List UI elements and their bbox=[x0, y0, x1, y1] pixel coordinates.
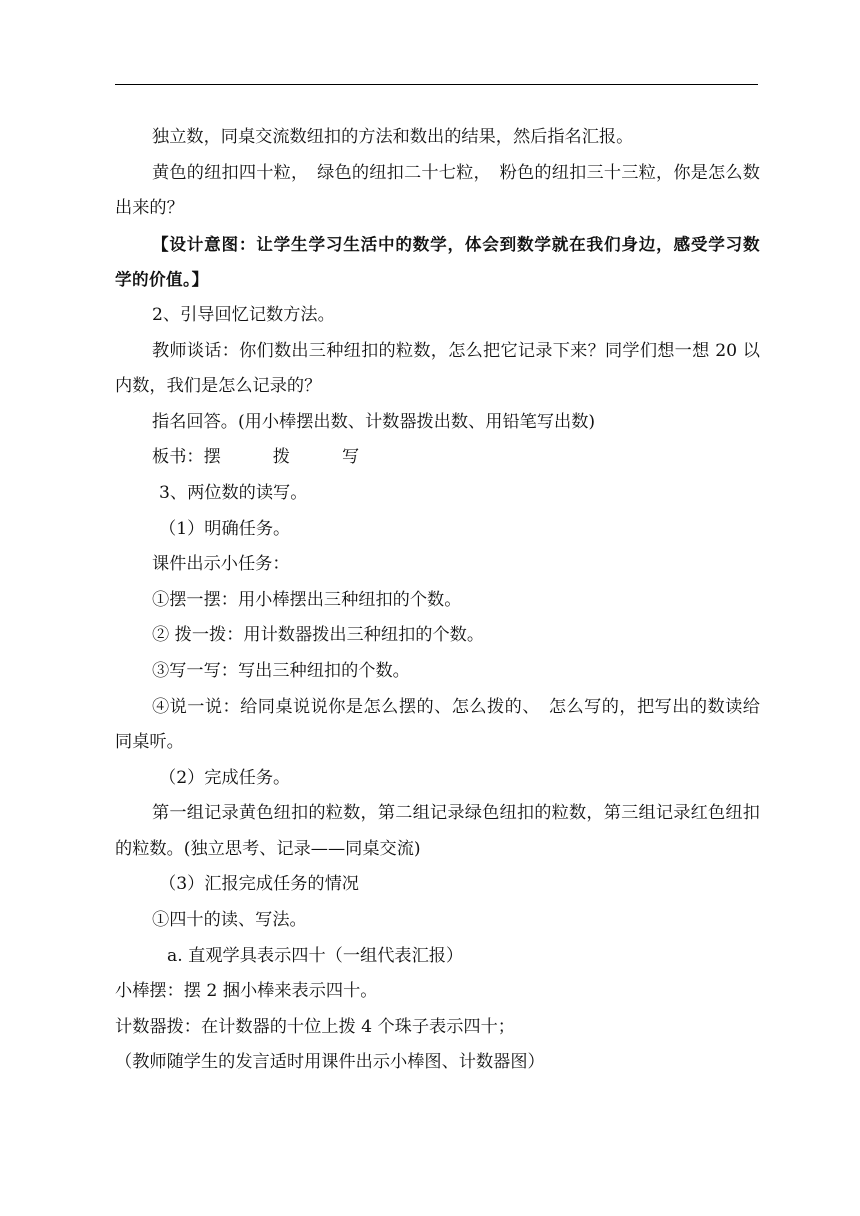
header-rule bbox=[115, 84, 758, 85]
design-intent-paragraph: 【设计意图：让学生学习生活中的数学，体会到数学就在我们身边，感受学习数学的价值。】 bbox=[115, 234, 760, 290]
paragraph: 黄色的纽扣四十粒， 绿色的纽扣二十七粒， 粉色的纽扣三十三粒，你是怎么数出来的？ bbox=[115, 162, 760, 219]
board-label: 板书：摆 bbox=[152, 447, 221, 468]
paragraph: a. 直观学具表示四十（一组代表汇报） bbox=[167, 945, 464, 966]
paragraph: 计数器拨：在计数器的十位上拨 4 个珠子表示四十； bbox=[115, 1016, 515, 1037]
paragraph: 独立数，同桌交流数纽扣的方法和数出的结果，然后指名汇报。 bbox=[152, 127, 634, 147]
task-item: ③写一写：写出三种纽扣的个数。 bbox=[152, 660, 410, 681]
paragraph: 课件出示小任务： bbox=[152, 554, 290, 575]
task-item: ①摆一摆：用小棒摆出三种纽扣的个数。 bbox=[152, 589, 462, 610]
task-item: ② 拨一拨：用计数器拨出三种纽扣的个数。 bbox=[152, 625, 485, 646]
paragraph: 第一组记录黄色纽扣的粒数，第二组记录绿色纽扣的粒数，第三组记录红色纽扣的粒数。(独立思考、记录——同桌交流) bbox=[115, 803, 760, 859]
subheading: （3）汇报完成任务的情况 bbox=[159, 874, 359, 895]
paragraph: 指名回答。(用小棒摆出数、计数器拨出数、用铅笔写出数) bbox=[152, 411, 596, 432]
board-item: 拨 bbox=[272, 447, 290, 468]
subheading: （1）明确任务。 bbox=[159, 518, 291, 539]
board-item: 写 bbox=[341, 447, 360, 468]
board-writing bbox=[115, 440, 760, 476]
section-heading: 2、引导回忆记数方法。 bbox=[152, 304, 335, 325]
subheading: （2）完成任务。 bbox=[159, 767, 291, 788]
paragraph: 小棒摆：摆 2 捆小棒来表示四十。 bbox=[115, 981, 378, 1002]
paragraph: 教师谈话：你们数出三种纽扣的粒数，怎么把它记录下来？同学们想一想 20 以内数，我们是怎么记录的？ bbox=[115, 340, 760, 397]
task-item: ④说一说：给同桌说说你是怎么摆的、怎么拨的、 怎么写的，把写出的数读给同桌听。 bbox=[115, 696, 760, 753]
paragraph: ①四十的读、写法。 bbox=[152, 910, 307, 931]
section-heading: 3、两位数的读写。 bbox=[159, 482, 308, 503]
document-body bbox=[115, 120, 760, 1081]
paragraph: （教师随学生的发言适时用课件出示小棒图、计数器图） bbox=[115, 1052, 545, 1073]
